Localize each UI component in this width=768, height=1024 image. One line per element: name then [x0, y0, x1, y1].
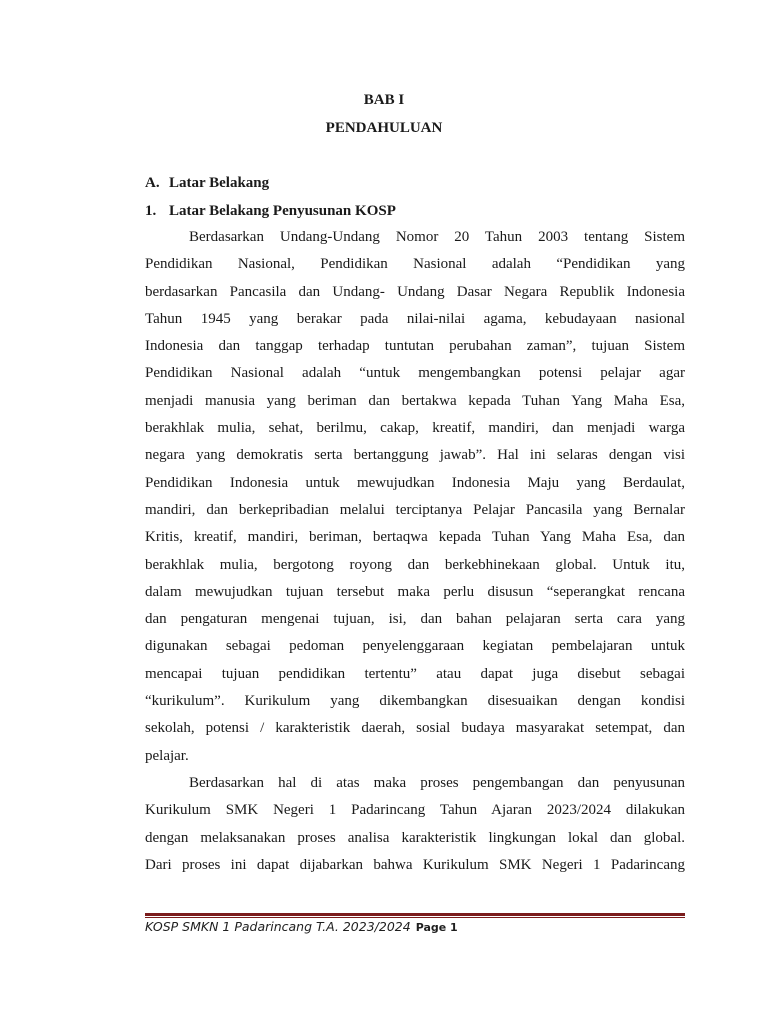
text-line: negara yang demokratis serta bertanggung jawab”. Hal ini selaras dengan visi — [145, 447, 685, 464]
text-line: pelajar. — [145, 747, 189, 764]
body-text — [145, 224, 685, 879]
text-line: dalam mewujudkan tujuan tersebut maka perlu disusun “seperangkat rencana — [145, 583, 685, 600]
subsection-heading-1 — [145, 203, 396, 220]
section-marker: A. — [145, 175, 160, 191]
text-line: berakhlak mulia, bergotong royong dan berkebhinekaan global. Untuk itu, — [145, 556, 685, 573]
page-footer — [145, 919, 458, 934]
text-line: dan pengaturan mengenai tujuan, isi, dan bahan pelajaran serta cara yang — [145, 611, 685, 628]
subsection-title: Latar Belakang Penyusunan KOSP — [169, 203, 396, 219]
page-number: Page 1 — [415, 921, 458, 934]
footer-document-title: KOSP SMKN 1 Padarincang T.A. 2023/2024 — [145, 919, 411, 934]
footer-rule — [145, 913, 685, 916]
section-heading-a — [145, 175, 269, 192]
paragraph — [145, 770, 685, 879]
footer-rule-thin — [145, 917, 685, 918]
text-line: Tahun 1945 yang berakar pada nilai-nilai agama, kebudayaan nasional — [145, 310, 685, 327]
text-line: digunakan sebagai pedoman penyelenggaraan kegiatan pembelajaran untuk — [145, 638, 685, 655]
text-line: Berdasarkan Undang-Undang Nomor 20 Tahun 2003 tentang Sistem — [189, 229, 685, 245]
text-line: sekolah, potensi / karakteristik daerah, sosial budaya masyarakat setempat, dan — [145, 720, 685, 737]
paragraph — [145, 224, 685, 770]
text-line: Kurikulum SMK Negeri 1 Padarincang Tahun Ajaran 2023/2024 dilakukan — [145, 802, 685, 819]
text-line: Kritis, kreatif, mandiri, beriman, bertaqwa kepada Tuhan Yang Maha Esa, dan — [145, 529, 685, 546]
subsection-marker: 1. — [145, 203, 157, 219]
text-line: menjadi manusia yang beriman dan bertakwa kepada Tuhan Yang Maha Esa, — [145, 392, 685, 409]
text-line: mandiri, dan berkepribadian melalui terciptanya Pelajar Pancasila yang Bernalar — [145, 501, 685, 518]
text-line: “kurikulum”. Kurikulum yang dikembangkan disesuaikan dengan kondisi — [145, 693, 685, 710]
text-line: Berdasarkan hal di atas maka proses pengembangan dan penyusunan — [189, 774, 685, 791]
text-line: dengan melaksanakan proses analisa karakteristik lingkungan lokal dan global. — [145, 829, 685, 846]
text-line: Pendidikan Nasional adalah “untuk mengembangkan potensi pelajar agar — [145, 365, 685, 382]
text-line: berdasarkan Pancasila dan Undang- Undang Dasar Negara Republik Indonesia — [145, 283, 685, 300]
text-line: mencapai tujuan pendidikan tertentu” atau dapat juga disebut sebagai — [145, 665, 685, 682]
chapter-label: BAB I — [363, 92, 405, 108]
text-line: berakhlak mulia, sehat, berilmu, cakap, kreatif, mandiri, dan menjadi warga — [145, 420, 685, 437]
section-title: Latar Belakang — [169, 175, 270, 191]
text-line: Dari proses ini dapat dijabarkan bahwa Kurikulum SMK Negeri 1 Padarincang — [145, 856, 685, 873]
chapter-title: PENDAHULUAN — [325, 120, 443, 136]
text-line: Indonesia dan tanggap terhadap tuntutan perubahan zaman”, tujuan Sistem — [145, 338, 685, 355]
text-line: Pendidikan Indonesia untuk mewujudkan Indonesia Maju yang Berdaulat, — [145, 474, 685, 491]
text-line: Pendidikan Nasional, Pendidikan Nasional adalah “Pendidikan yang — [145, 256, 685, 273]
